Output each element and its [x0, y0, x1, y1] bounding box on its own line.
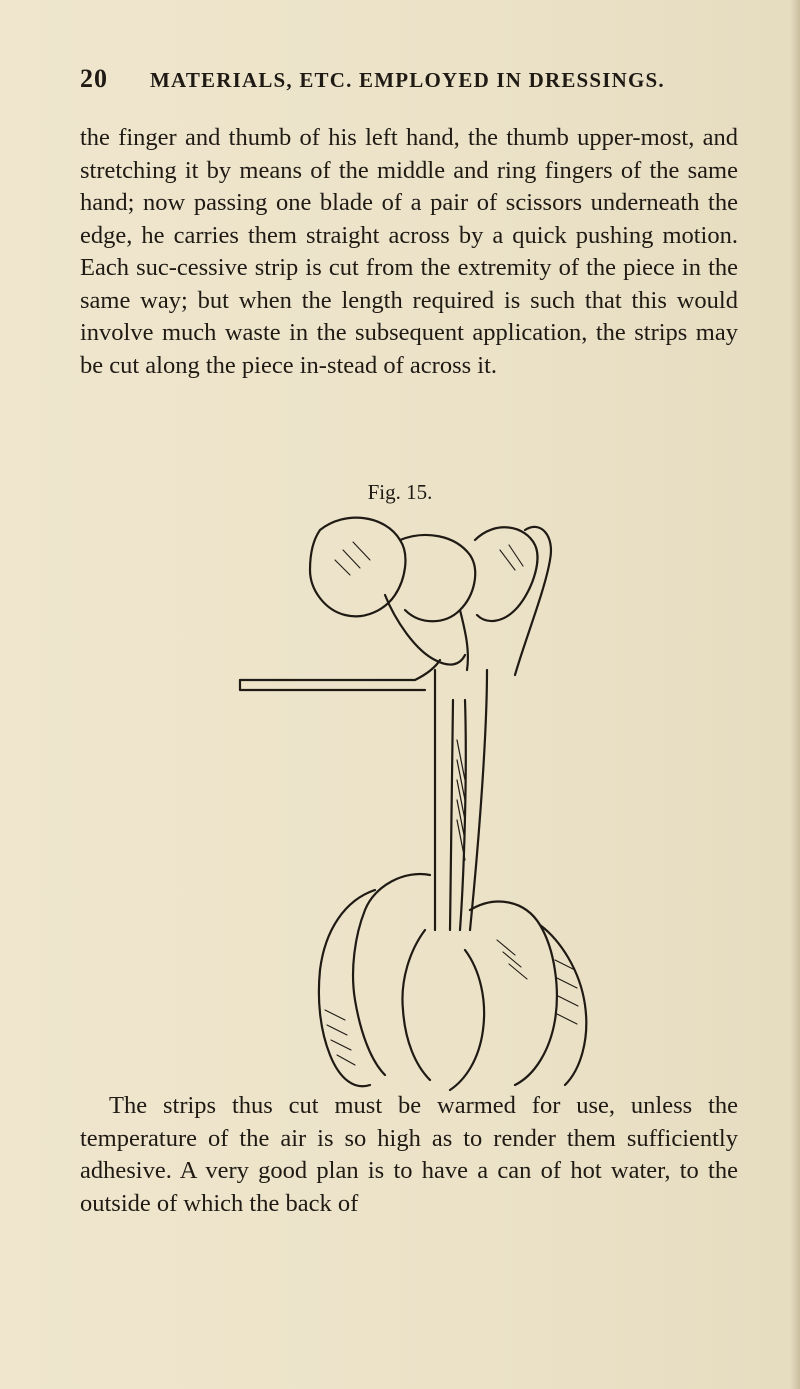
page-number: 20	[80, 64, 108, 93]
page-edge	[790, 0, 800, 1389]
page-header	[80, 64, 720, 104]
figure-caption: Fig. 15.	[367, 480, 433, 504]
paragraph-2: The strips thus cut must be warmed for use, unless the temperature of the air is so high as to render them sufficiently adhesive. A very good plan is to have a can of hot water, to the outside of which the back of	[80, 1092, 738, 1217]
figure-illustration	[225, 500, 625, 1100]
hands-cutting-plaster-illustration	[225, 500, 625, 1100]
paragraph-1: the finger and thumb of his left hand, the thumb upper-most, and stretching it by means of the middle and ring fingers of the same hand; now passing one blade of a pair of scissors underneath the edge, he carries them straight across by a quick pushing motion. Each suc-cessive strip is cut from the extremity of the piece in the same way; but when the length required is such that this would involve much waste in the subsequent application, the strips may be cut along the piece in-stead of across it.	[80, 124, 738, 379]
running-title: MATERIALS, ETC. EMPLOYED IN DRESSINGS.	[150, 68, 665, 92]
